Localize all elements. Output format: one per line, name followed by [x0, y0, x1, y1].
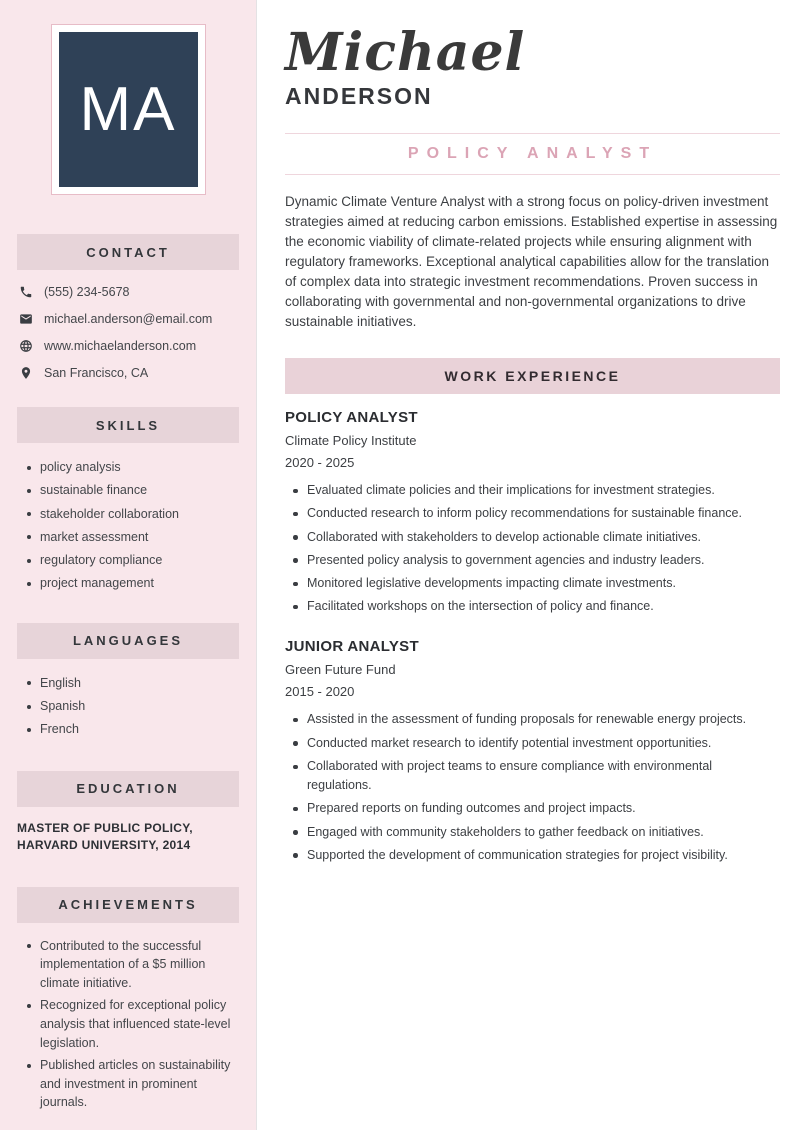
achievement-item: Recognized for exceptional policy analysis that influenced state-level legislation. — [27, 996, 239, 1052]
skill-item: market assessment — [27, 526, 239, 549]
education-section-header: EDUCATION — [17, 771, 239, 807]
job-bullet: Presented policy analysis to government agencies and industry leaders. — [293, 551, 780, 570]
work-experience-section-header: WORK EXPERIENCE — [285, 358, 780, 394]
job-bullet: Prepared reports on funding outcomes and project impacts. — [293, 799, 780, 818]
avatar-initials: MA — [79, 75, 177, 144]
job-entry — [285, 638, 780, 864]
education-degree: MASTER OF PUBLIC POLICY, HARVARD UNIVERSITY, 2014 — [17, 820, 193, 853]
languages-section-header: LANGUAGES — [17, 623, 239, 659]
languages-list — [27, 672, 239, 742]
website-url: www.michaelanderson.com — [44, 339, 197, 353]
language-item: French — [27, 718, 239, 741]
skills-list — [27, 456, 239, 596]
last-name: ANDERSON — [285, 83, 433, 109]
job-bullet: Conducted research to inform policy recommendations for sustainable finance. — [293, 504, 780, 523]
resume-main — [257, 0, 800, 1130]
skill-item: sustainable finance — [27, 479, 239, 502]
job-bullet: Evaluated climate policies and their implications for investment strategies. — [293, 481, 780, 500]
job-role: POLICY ANALYST — [285, 409, 418, 426]
achievement-item: Published articles on sustainability and investment in prominent journals. — [27, 1056, 239, 1112]
job-bullet-list — [293, 710, 780, 864]
email-icon — [19, 312, 33, 326]
job-bullet: Engaged with community stakeholders to gather feedback on initiatives. — [293, 823, 780, 842]
achievements-section-header: ACHIEVEMENTS — [17, 887, 239, 923]
email-address: michael.anderson@email.com — [44, 312, 213, 326]
contact-list — [19, 285, 237, 380]
skill-item: policy analysis — [27, 456, 239, 479]
contact-location — [19, 366, 237, 380]
job-bullet: Monitored legislative developments impacting climate investments. — [293, 574, 780, 593]
job-company: Climate Policy Institute — [285, 433, 417, 448]
job-bullet: Collaborated with stakeholders to develop actionable climate initiatives. — [293, 528, 780, 547]
first-name: Michael — [285, 22, 526, 83]
page-title-job: POLICY ANALYST — [407, 145, 658, 162]
phone-icon — [19, 285, 33, 299]
job-dates: 2015 - 2020 — [285, 684, 355, 700]
contact-website — [19, 339, 237, 353]
avatar-monogram-box — [59, 32, 198, 187]
location-text: San Francisco, CA — [44, 366, 149, 380]
achievements-list — [27, 937, 239, 1112]
skill-item: project management — [27, 572, 239, 595]
job-entry — [285, 409, 780, 616]
job-role: JUNIOR ANALYST — [285, 638, 419, 656]
skill-item: stakeholder collaboration — [27, 503, 239, 526]
job-bullet: Facilitated workshops on the intersection of policy and finance. — [293, 597, 780, 616]
location-icon — [19, 366, 33, 380]
job-bullet: Collaborated with project teams to ensure compliance with environmental regulations. — [293, 757, 780, 795]
job-bullet: Assisted in the assessment of funding proposals for renewable energy projects. — [293, 710, 780, 729]
contact-email — [19, 312, 237, 326]
professional-summary: Dynamic Climate Venture Analyst with a strong focus on policy-driven investment strategies aimed at reducing carbon emissions. Established expertise in assessing the economic viability of climate-related projects while ensuring alignment with regulatory frameworks. Exceptional analytical capabilities allow for the translation of complex data into strategic investment recommendations. Proven success in collaborating with governmental and non-governmental organizations to drive sustainable initiatives. — [285, 194, 778, 329]
avatar — [51, 24, 206, 195]
language-item: English — [27, 672, 239, 695]
divider — [285, 174, 780, 175]
achievement-item: Contributed to the successful implementation of a $5 million climate initiative. — [27, 937, 239, 993]
job-bullet: Supported the development of communication strategies for project visibility. — [293, 846, 780, 865]
globe-icon — [19, 339, 33, 353]
contact-section-header: CONTACT — [17, 234, 239, 270]
job-bullet-list — [293, 481, 780, 616]
skill-item: regulatory compliance — [27, 549, 239, 572]
job-company: Green Future Fund — [285, 662, 396, 678]
job-bullet: Conducted market research to identify potential investment opportunities. — [293, 734, 780, 753]
resume-sidebar — [0, 0, 257, 1130]
phone-number: (555) 234-5678 — [44, 285, 130, 299]
language-item: Spanish — [27, 695, 239, 718]
skills-section-header: SKILLS — [17, 407, 239, 443]
job-dates: 2020 - 2025 — [285, 455, 355, 470]
contact-phone — [19, 285, 237, 299]
